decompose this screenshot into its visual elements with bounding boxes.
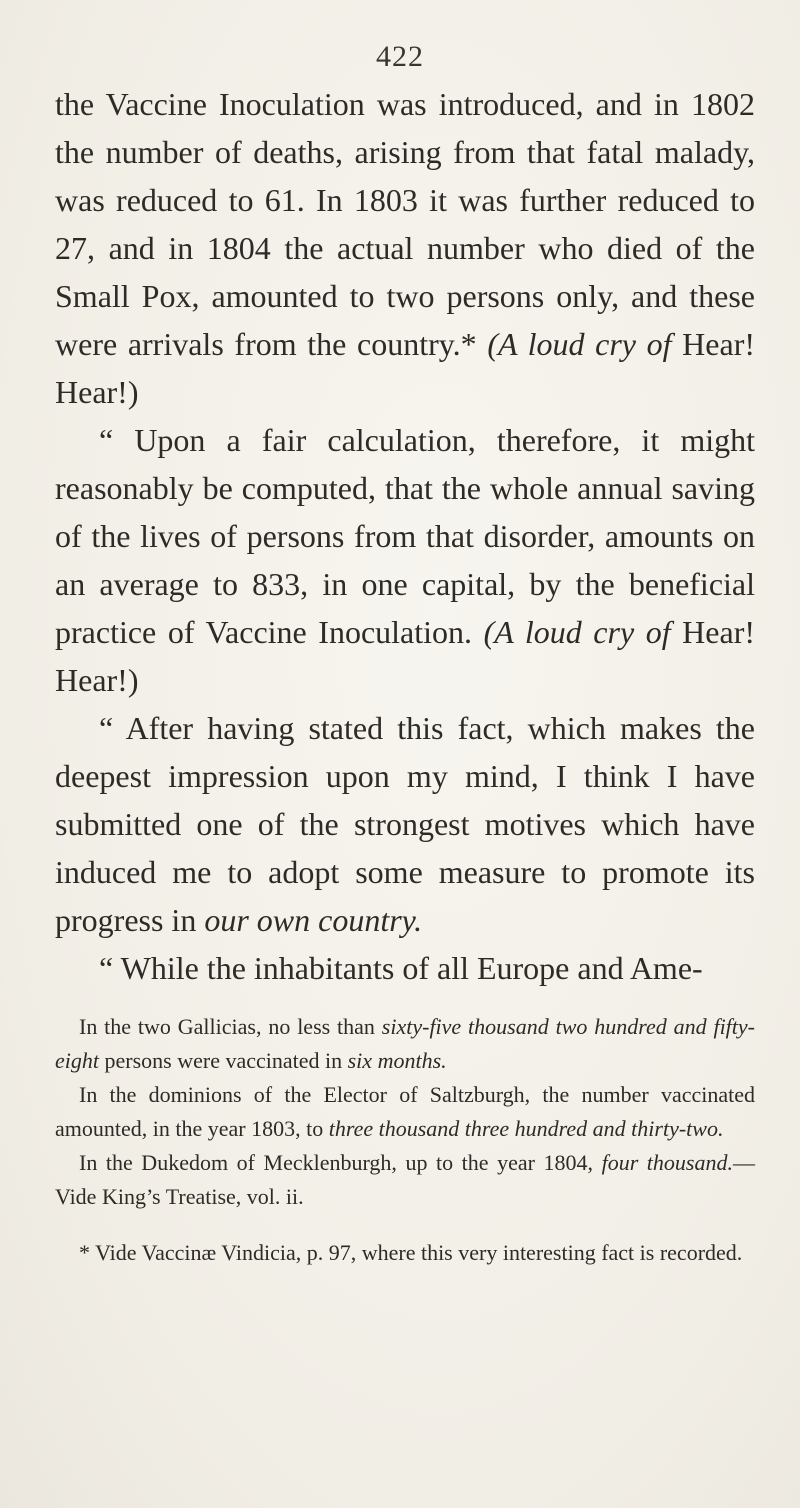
paragraph-2-text: “ Upon a fair calculation, therefore, it might reasonably be computed, that the whole annual saving of the lives of persons from that disorder, amounts on an average to 833, in one capital, by the beneficial practice of Vaccine Inoculation. xyxy=(55,422,755,650)
paragraph-1-interjection: (A loud cry of xyxy=(487,326,672,362)
footnote-2-emphasis-a: three thousand three hundred and thirty-two. xyxy=(328,1116,724,1141)
paragraph-2-tail: Hear! Hear!) xyxy=(55,614,756,698)
paragraph-1 xyxy=(55,80,755,416)
footnote-3-text-a: In the Dukedom of Mecklenburgh, up to the year 1804, xyxy=(79,1150,602,1175)
footnote-3-text-b: —Vide King’s Treatise, vol. ii. xyxy=(55,1150,755,1209)
footnote-1-text-b: persons were vaccinated in xyxy=(99,1048,348,1073)
footnote-3-emphasis-a: four thousand. xyxy=(601,1150,733,1175)
paragraph-1-tail: Hear! Hear!) xyxy=(55,326,756,410)
paragraph-2-interjection: (A loud cry of xyxy=(483,614,671,650)
footnote-gallicias xyxy=(55,1010,755,1078)
footnote-vaccinae-vindicia: * Vide Vaccinæ Vindicia, p. 97, where this very interesting fact is recorded. xyxy=(79,1240,743,1265)
paragraph-2 xyxy=(55,416,755,704)
footnote-2-text-a: In the dominions of the Elector of Saltzburgh, the number vaccinated amounted, in the year 1803, to xyxy=(55,1082,755,1141)
paragraph-3 xyxy=(55,704,755,944)
paragraph-4: “ While the inhabitants of all Europe and Ame- xyxy=(99,950,703,986)
footnote-1-text-a: In the two Gallicias, no less than xyxy=(79,1014,382,1039)
footnote-mecklenburgh xyxy=(55,1146,755,1214)
footnotes xyxy=(55,1010,755,1270)
footnote-saltzburgh xyxy=(55,1078,755,1146)
main-text xyxy=(55,80,755,992)
page-number: 422 xyxy=(376,40,424,73)
footnote-1-emphasis-a: sixty-five thousand two hundred and fifty-eight xyxy=(55,1014,755,1073)
paragraph-3-text: “ After having stated this fact, which makes the deepest impression upon my mind, I think I have submitted one of the strongest motives which have induced me to adopt some measure to promote its progress in xyxy=(55,710,755,938)
paragraph-3-emphasis: our own country. xyxy=(204,902,423,938)
footnote-1-emphasis-b: six months. xyxy=(347,1048,447,1073)
paragraph-1-text: the Vaccine Inoculation was introduced, and in 1802 the number of deaths, arising from that fatal malady, was reduced to 61. In 1803 it was further reduced to 27, and in 1804 the actual number who died of the Small Pox, amounted to two persons only, and these were arrivals from the country.* xyxy=(55,86,755,362)
footnote-spacer xyxy=(55,1214,755,1236)
